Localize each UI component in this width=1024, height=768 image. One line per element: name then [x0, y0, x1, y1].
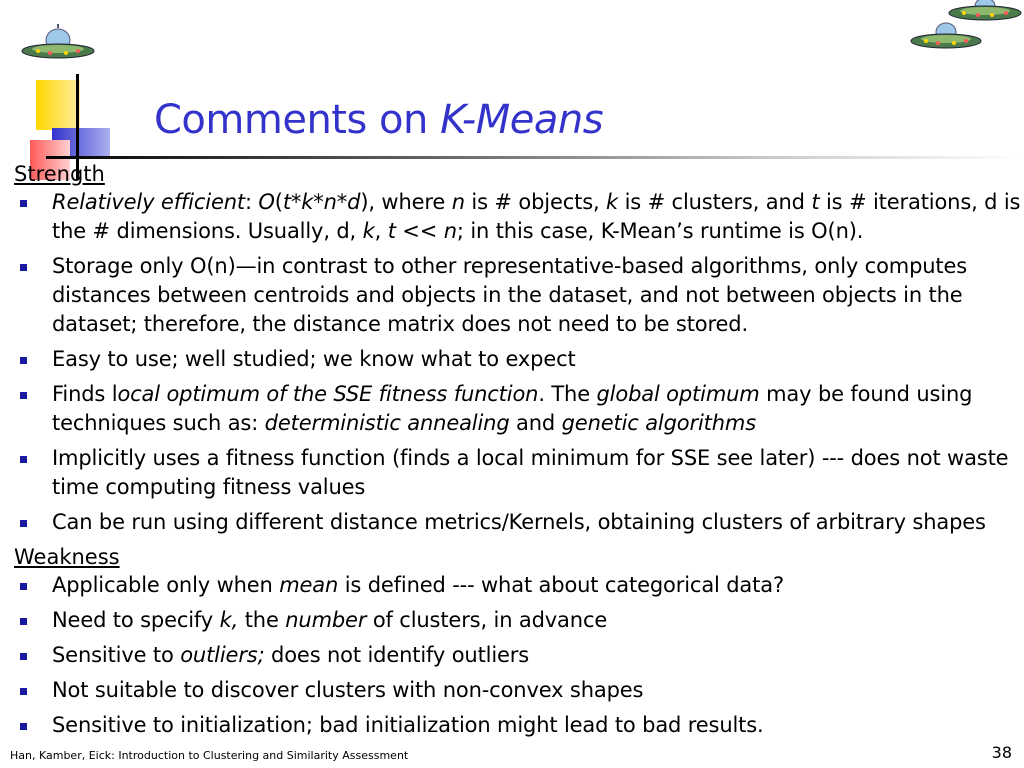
list-item: Need to specify k, the number of clusters, in advance: [14, 606, 1024, 635]
footer-citation: Han, Kamber, Eick: Introduction to Clustering and Similarity Assessment: [10, 749, 409, 762]
bullet-icon: [20, 264, 27, 271]
weakness-list: [14, 571, 1024, 740]
list-item: Easy to use; well studied; we know what to expect: [14, 345, 1024, 374]
list-item: Storage only O(n)—in contrast to other representative-based algorithms, only computes distances between centroids and objects in the dataset, and not between objects in the dataset; therefore, the distance matrix does not need to be stored.: [14, 252, 1024, 339]
weakness-heading: Weakness: [14, 545, 120, 569]
strength-list: [14, 188, 1024, 537]
bullet-icon: [20, 456, 27, 463]
list-item: Finds local optimum of the SSE fitness function. The global optimum may be found using techniques such as: deterministic annealing and genetic algorithms: [14, 380, 1024, 438]
slide-title: Comments on K-Means: [154, 97, 604, 143]
bullet-icon: [20, 618, 27, 625]
list-item: Can be run using different distance metrics/Kernels, obtaining clusters of arbitrary shapes: [14, 508, 1024, 537]
strength-heading: Strength: [14, 162, 105, 186]
list-item: Not suitable to discover clusters with non-convex shapes: [14, 676, 1024, 705]
bullet-icon: [20, 357, 27, 364]
list-item: Sensitive to outliers; does not identify outliers: [14, 641, 1024, 670]
list-item: Applicable only when mean is defined --- what about categorical data?: [14, 571, 1024, 600]
bullet-icon: [20, 200, 27, 207]
bullet-icon: [20, 688, 27, 695]
slide-body: [14, 158, 1024, 746]
bullet-icon: [20, 723, 27, 730]
bullet-icon: [20, 583, 27, 590]
bullet-icon: [20, 520, 27, 527]
ufo-icon: [20, 24, 96, 64]
bullet-icon: [20, 653, 27, 660]
page-number: 38: [991, 743, 1012, 762]
bullet-icon: [20, 392, 27, 399]
list-item: Sensitive to initialization; bad initialization might lead to bad results.: [14, 711, 1024, 740]
list-item: Relatively efficient: O(t*k*n*d), where n is # objects, k is # clusters, and t is # iterations, d is the # dimensions. Usually, d, k, t << n; in this case, K-Mean’s runtime is O(n).: [14, 188, 1024, 246]
ufo-icon: [946, 0, 1024, 24]
list-item: Implicitly uses a fitness function (finds a local minimum for SSE see later) --- does not waste time computing fitness values: [14, 444, 1024, 502]
